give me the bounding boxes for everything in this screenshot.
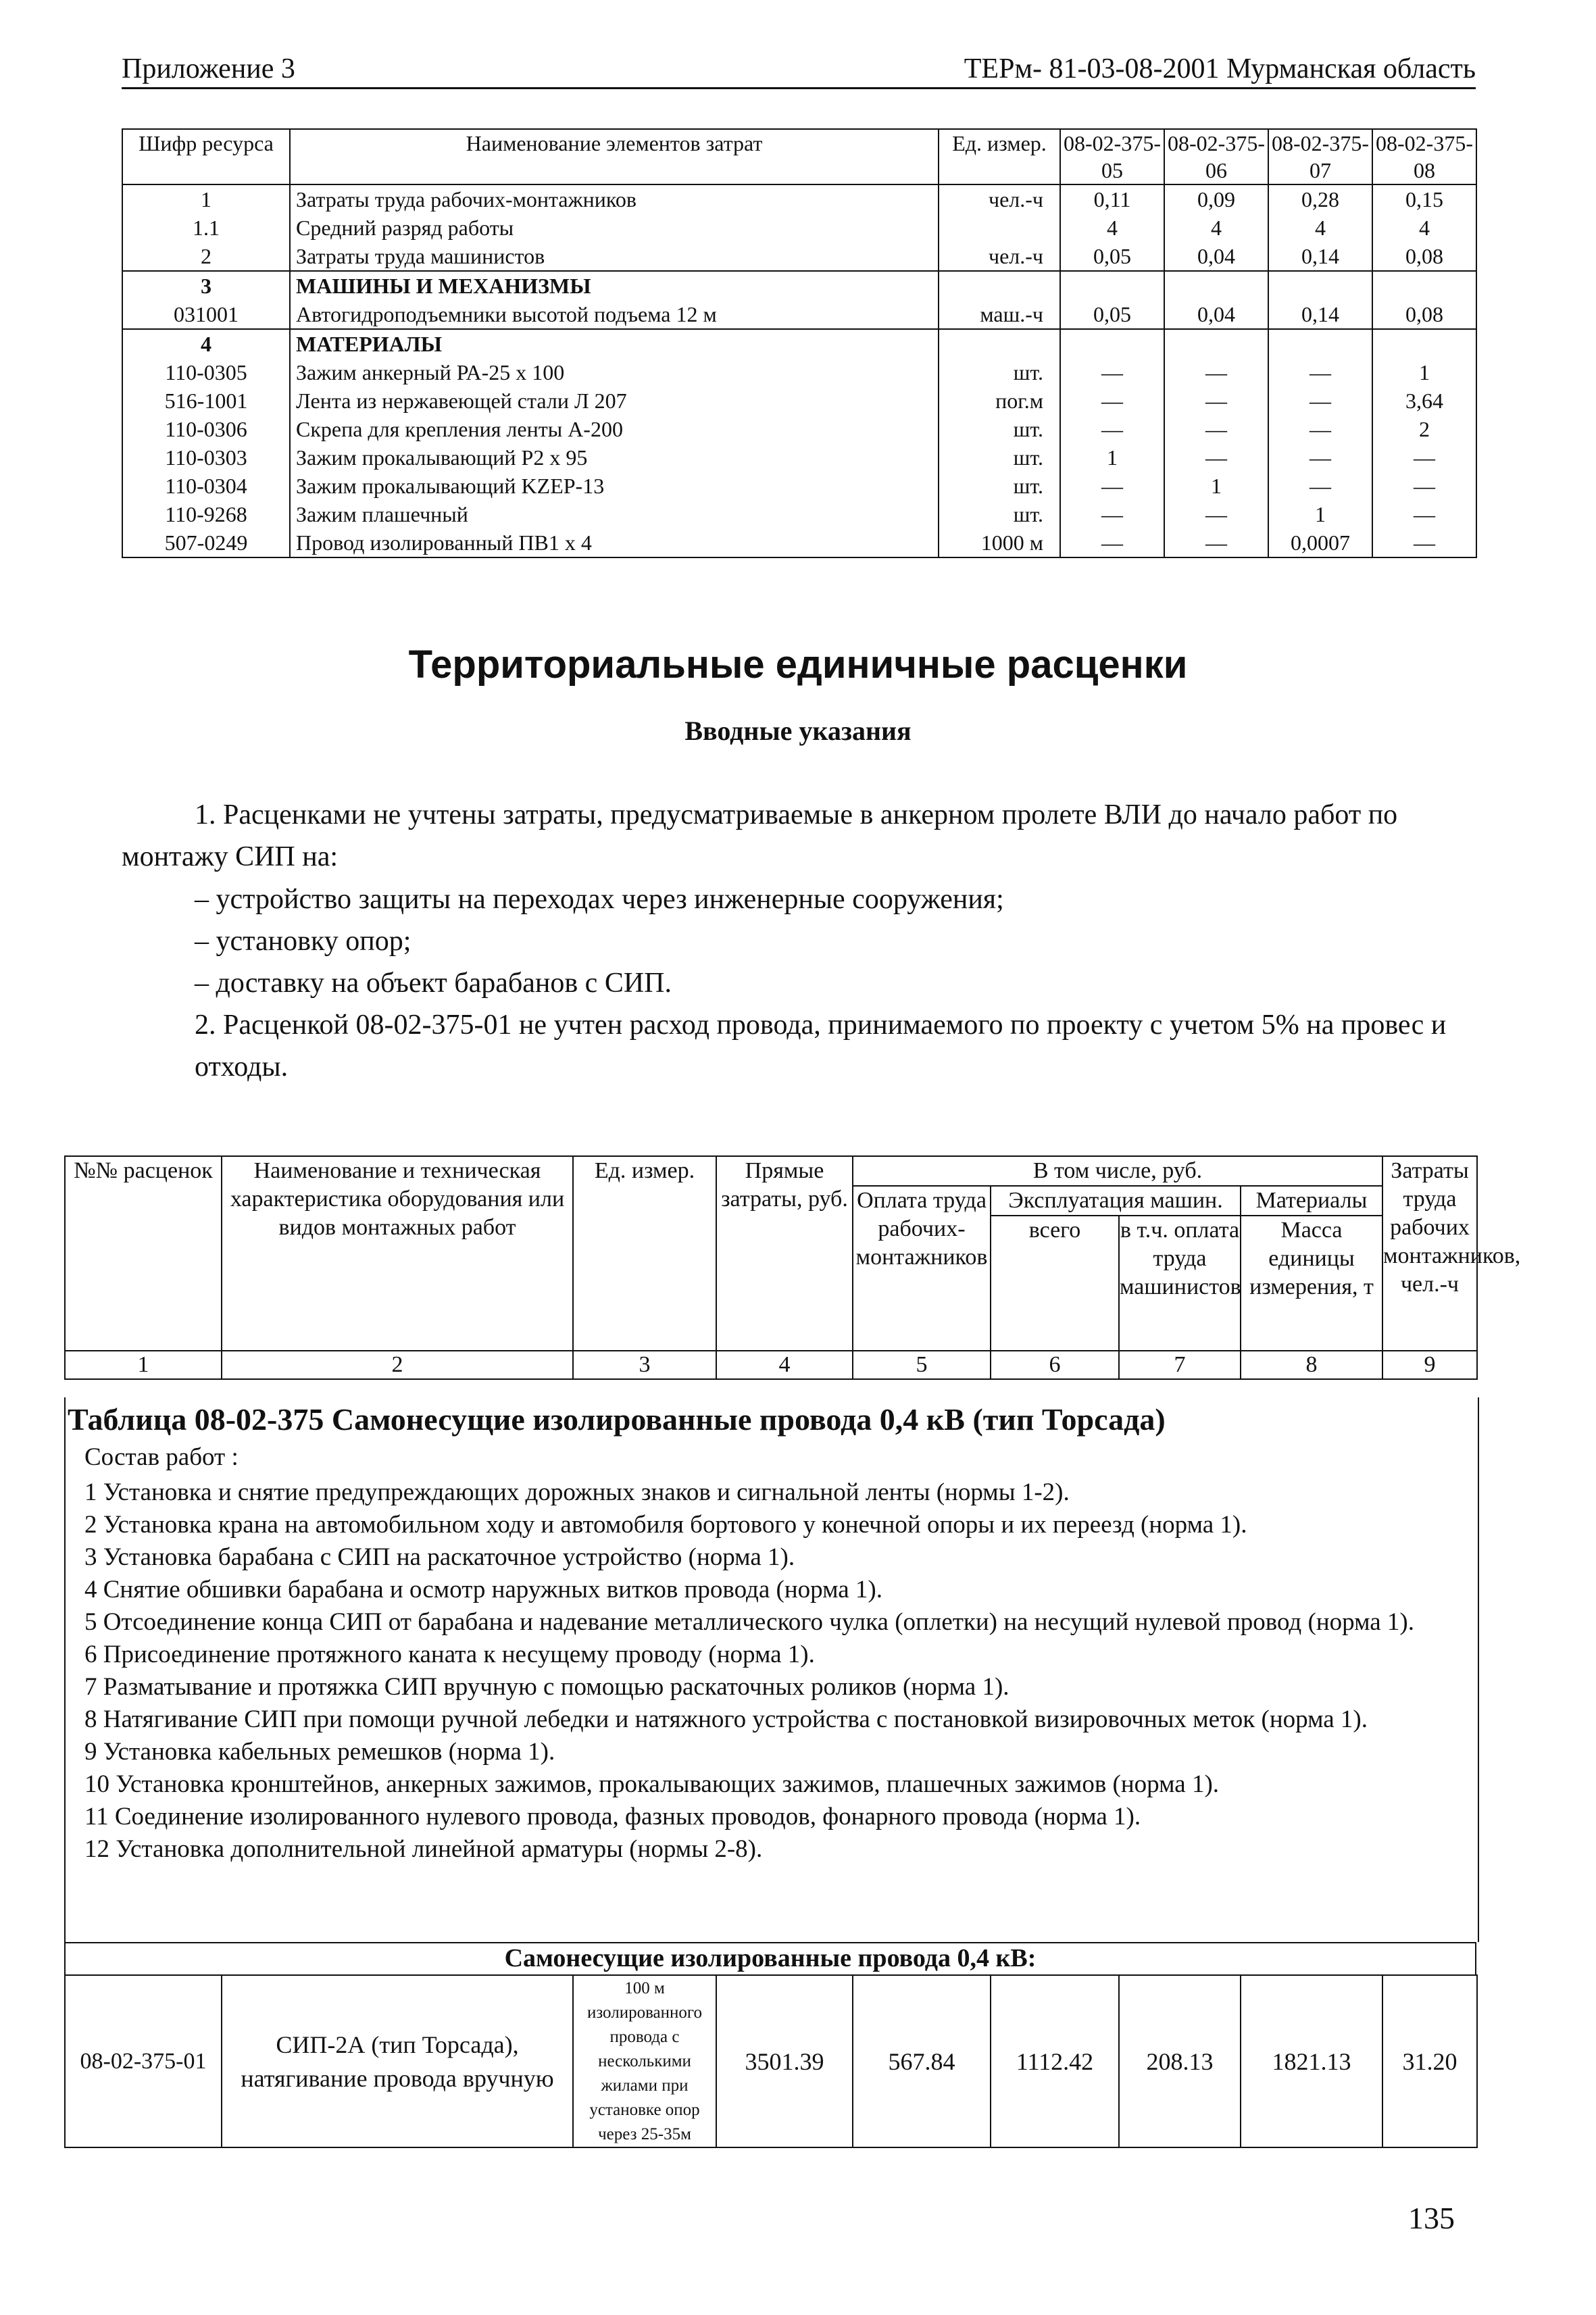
resource-unit: шт.	[939, 415, 1060, 443]
rate-materials: 1821.13	[1241, 1975, 1382, 2147]
resource-row	[122, 387, 1476, 415]
resource-value: —	[1372, 443, 1476, 472]
resource-unit: пог.м	[939, 387, 1060, 415]
rate-direct: 3501.39	[716, 1975, 853, 2147]
resource-value: —	[1060, 415, 1164, 443]
resource-value: —	[1372, 500, 1476, 528]
resource-value: 0,04	[1164, 300, 1268, 329]
resource-unit	[939, 329, 1060, 358]
work-item: 6 Присоединение протяжного каната к несущему проводу (норма 1).	[84, 1641, 815, 1668]
resource-code: 031001	[122, 300, 290, 329]
rates-col-direct: Прямые затраты, руб.	[716, 1156, 853, 1351]
resource-value: —	[1164, 500, 1268, 528]
resource-code: 1.1	[122, 214, 290, 242]
resource-row	[122, 500, 1476, 528]
resource-value: 0,05	[1060, 300, 1164, 329]
col-unit: Ед. измер.	[939, 129, 1060, 184]
column-number: 4	[716, 1351, 853, 1379]
resource-name: Зажим прокалывающий Р2 х 95	[290, 443, 939, 472]
resource-value: —	[1164, 528, 1268, 557]
resource-row	[122, 358, 1476, 387]
column-number: 5	[853, 1351, 991, 1379]
resource-value: —	[1372, 528, 1476, 557]
resource-value: 1	[1060, 443, 1164, 472]
resource-unit: чел.-ч	[939, 242, 1060, 271]
resource-value: —	[1268, 415, 1372, 443]
resource-value: —	[1164, 387, 1268, 415]
rates-col-including: В том числе, руб.	[853, 1156, 1382, 1186]
resource-value: —	[1060, 528, 1164, 557]
rate-machines: 1112.42	[991, 1975, 1119, 2147]
resource-value: —	[1060, 358, 1164, 387]
resource-value	[1060, 271, 1164, 300]
work-item: 11 Соединение изолированного нулевого провода, фазных проводов, фонарного провода (норма 1).	[84, 1803, 1141, 1831]
table-title: Таблица 08-02-375 Самонесущие изолированные провода 0,4 кВ (тип Торсада)	[68, 1402, 1166, 1437]
column-number: 8	[1241, 1351, 1382, 1379]
section-heading: Самонесущие изолированные провода 0,4 кВ:	[64, 1942, 1476, 1976]
resource-name: Затраты труда машинистов	[290, 242, 939, 271]
work-item: 3 Установка барабана с СИП на раскаточное устройство (норма 1).	[84, 1543, 795, 1571]
resource-value: 0,14	[1268, 242, 1372, 271]
resource-value: 4	[1060, 214, 1164, 242]
resource-name: Автогидроподъемники высотой подъема 12 м	[290, 300, 939, 329]
rate-unit: 100 м изолированного провода с несколькими жилами при установке опор через 25-35м	[573, 1975, 716, 2147]
page-number: 135	[1408, 2201, 1455, 2235]
resource-unit: 1000 м	[939, 528, 1060, 557]
work-item: 12 Установка дополнительной линейной арматуры (нормы 2-8).	[84, 1835, 763, 1863]
resource-row	[122, 443, 1476, 472]
resource-code: 110-0306	[122, 415, 290, 443]
resource-value: 0,15	[1372, 184, 1476, 214]
col-resource-code: Шифр ресурса	[122, 129, 290, 184]
resource-name: Зажим прокалывающий KZEP-13	[290, 472, 939, 500]
resource-value: 4	[1372, 214, 1476, 242]
resource-value: —	[1268, 443, 1372, 472]
work-item: 10 Установка кронштейнов, анкерных зажимов, прокалывающих зажимов, плашечных зажимов (норма 1).	[84, 1770, 1220, 1798]
resource-value: —	[1060, 472, 1164, 500]
rates-col-materials: Материалы	[1241, 1186, 1382, 1216]
column-number: 6	[991, 1351, 1119, 1379]
resource-unit: шт.	[939, 500, 1060, 528]
header-doc-code: ТЕРм- 81-03-08-2001 Мурманская область	[964, 53, 1476, 84]
rate-name: СИП-2А (тип Торсада), натягивание провода вручную	[222, 1975, 573, 2147]
resource-value: —	[1268, 387, 1372, 415]
rate-row	[65, 1975, 1477, 2147]
rates-col-machines: Эксплуатация машин.	[991, 1186, 1241, 1216]
rates-col-code: №№ расценок	[65, 1156, 222, 1351]
header-appendix: Приложение 3	[122, 53, 295, 84]
rates-data-table	[64, 1974, 1478, 2148]
resource-code: 110-9268	[122, 500, 290, 528]
resource-unit: шт.	[939, 443, 1060, 472]
resource-code: 507-0249	[122, 528, 290, 557]
resource-value: 0,08	[1372, 242, 1476, 271]
resource-value: 0,14	[1268, 300, 1372, 329]
resource-value: —	[1060, 500, 1164, 528]
col-rate-06: 08-02-375-06	[1164, 129, 1268, 184]
resource-code: 110-0305	[122, 358, 290, 387]
resource-code: 4	[122, 329, 290, 358]
column-number: 9	[1382, 1351, 1477, 1379]
work-item: 9 Установка кабельных ремешков (норма 1).	[84, 1738, 555, 1766]
resource-value: 1	[1164, 472, 1268, 500]
work-item: 2 Установка крана на автомобильном ходу и автомобиля бортового у конечной опоры и их переезд (норма 1).	[84, 1511, 1247, 1539]
column-number: 1	[65, 1351, 222, 1379]
resource-name: Провод изолированный ПВ1 х 4	[290, 528, 939, 557]
resource-code: 516-1001	[122, 387, 290, 415]
resource-value: 0,09	[1164, 184, 1268, 214]
rate-labor-cost: 31.20	[1382, 1975, 1477, 2147]
work-item: 1 Установка и снятие предупреждающих дорожных знаков и сигнальной ленты (нормы 1-2).	[84, 1478, 1070, 1506]
resource-name: Зажим анкерный РА-25 х 100	[290, 358, 939, 387]
resource-unit: чел.-ч	[939, 184, 1060, 214]
resource-code: 1	[122, 184, 290, 214]
resource-value: 4	[1268, 214, 1372, 242]
resource-code: 2	[122, 242, 290, 271]
resource-unit	[939, 214, 1060, 242]
col-rate-05: 08-02-375-05	[1060, 129, 1164, 184]
resource-value: —	[1060, 387, 1164, 415]
resource-row	[122, 472, 1476, 500]
resource-code: 3	[122, 271, 290, 300]
col-element-name: Наименование элементов затрат	[290, 129, 939, 184]
rate-code: 08-02-375-01	[65, 1975, 222, 2147]
resource-value: —	[1268, 358, 1372, 387]
resource-value	[1164, 271, 1268, 300]
intro-paragraph-2: 2. Расценкой 08-02-375-01 не учтен расход провода, принимаемого по проекту с учетом 5% на провес и отходы.	[195, 1010, 1447, 1082]
resource-name: Лента из нержавеющей стали Л 207	[290, 387, 939, 415]
column-number: 7	[1119, 1351, 1241, 1379]
resource-value: 1	[1372, 358, 1476, 387]
resource-value: 0,0007	[1268, 528, 1372, 557]
rate-labor: 567.84	[853, 1975, 991, 2147]
resource-value: —	[1164, 358, 1268, 387]
rates-col-name: Наименование и техническая характеристика оборудования или видов монтажных работ	[222, 1156, 573, 1351]
resource-code: 110-0304	[122, 472, 290, 500]
resource-row	[122, 415, 1476, 443]
resource-name: Средний разряд работы	[290, 214, 939, 242]
rates-col-mass: Масса единицы измерения, т	[1241, 1216, 1382, 1351]
col-rate-08: 08-02-375-08	[1372, 129, 1476, 184]
resource-value	[1268, 329, 1372, 358]
resource-unit: шт.	[939, 472, 1060, 500]
resource-value: —	[1268, 472, 1372, 500]
resource-code: 110-0303	[122, 443, 290, 472]
resource-value	[1372, 329, 1476, 358]
rates-col-labor-cost: Затраты труда рабочих монтажников, чел.-ч	[1382, 1156, 1477, 1351]
resource-name: Затраты труда рабочих-монтажников	[290, 184, 939, 214]
rates-col-machines-total: всего	[991, 1216, 1119, 1351]
resource-value: —	[1164, 443, 1268, 472]
intro-paragraph-1: 1. Расценками не учтены затраты, предусматриваемые в анкерном пролете ВЛИ до начало работ по монтажу СИП на:	[122, 799, 1398, 872]
rates-column-numbers	[65, 1351, 1477, 1379]
resource-value: 0,28	[1268, 184, 1372, 214]
col-rate-07: 08-02-375-07	[1268, 129, 1372, 184]
resource-value: 2	[1372, 415, 1476, 443]
page-title: Территориальные единичные расценки	[408, 643, 1188, 687]
page-subtitle: Вводные указания	[684, 716, 912, 746]
resource-name: МАТЕРИАЛЫ	[290, 329, 939, 358]
works-label: Состав работ :	[84, 1443, 239, 1471]
resource-value	[1060, 329, 1164, 358]
resource-value: 0,04	[1164, 242, 1268, 271]
rates-col-unit: Ед. измер.	[573, 1156, 716, 1351]
resource-unit: маш.-ч	[939, 300, 1060, 329]
resource-value	[1164, 329, 1268, 358]
resource-row	[122, 329, 1476, 358]
column-number: 3	[573, 1351, 716, 1379]
work-item: 8 Натягивание СИП при помощи ручной лебедки и натяжного устройства с постановкой визировочных меток (норма 1).	[84, 1706, 1368, 1733]
resource-name: Зажим плашечный	[290, 500, 939, 528]
work-item: 7 Разматывание и протяжка СИП вручную с помощью раскаточных роликов (норма 1).	[84, 1673, 1009, 1701]
resource-value: 0,08	[1372, 300, 1476, 329]
column-number: 2	[222, 1351, 573, 1379]
resource-row	[122, 184, 1476, 214]
rates-col-labor-pay: Оплата труда рабочих-монтажников	[853, 1186, 991, 1351]
rates-header-table	[64, 1155, 1521, 1380]
resource-row	[122, 300, 1476, 329]
resource-value: 3,64	[1372, 387, 1476, 415]
resource-name: Скрепа для крепления ленты А-200	[290, 415, 939, 443]
resource-value: 4	[1164, 214, 1268, 242]
resources-header-row	[122, 129, 1476, 184]
rates-col-machines-pay: в т.ч. оплата труда машинистов	[1119, 1216, 1241, 1351]
work-item: 5 Отсоединение конца СИП от барабана и надевание металлического чулка (оплетки) на несущий нулевой провод (норма 1).	[84, 1608, 1414, 1636]
intro-item: – устройство защиты на переходах через инженерные сооружения;	[195, 884, 1004, 915]
work-item: 4 Снятие обшивки барабана и осмотр наружных витков провода (норма 1).	[84, 1576, 882, 1603]
resource-unit	[939, 271, 1060, 300]
works-list	[84, 1476, 1470, 1866]
resource-value: 0,11	[1060, 184, 1164, 214]
resource-value: 0,05	[1060, 242, 1164, 271]
resource-value	[1372, 271, 1476, 300]
resource-value: 1	[1268, 500, 1372, 528]
resource-value: —	[1164, 415, 1268, 443]
resources-table	[122, 128, 1477, 558]
resource-row	[122, 214, 1476, 242]
intro-item: – доставку на объект барабанов с СИП.	[195, 968, 672, 999]
intro-item: – установку опор;	[195, 926, 412, 957]
resource-unit: шт.	[939, 358, 1060, 387]
rate-machines-pay: 208.13	[1119, 1975, 1241, 2147]
resource-name: МАШИНЫ И МЕХАНИЗМЫ	[290, 271, 939, 300]
header-rule	[122, 87, 1476, 89]
resource-row	[122, 271, 1476, 300]
resource-row	[122, 528, 1476, 557]
resource-value: —	[1372, 472, 1476, 500]
resource-row	[122, 242, 1476, 271]
resource-value	[1268, 271, 1372, 300]
